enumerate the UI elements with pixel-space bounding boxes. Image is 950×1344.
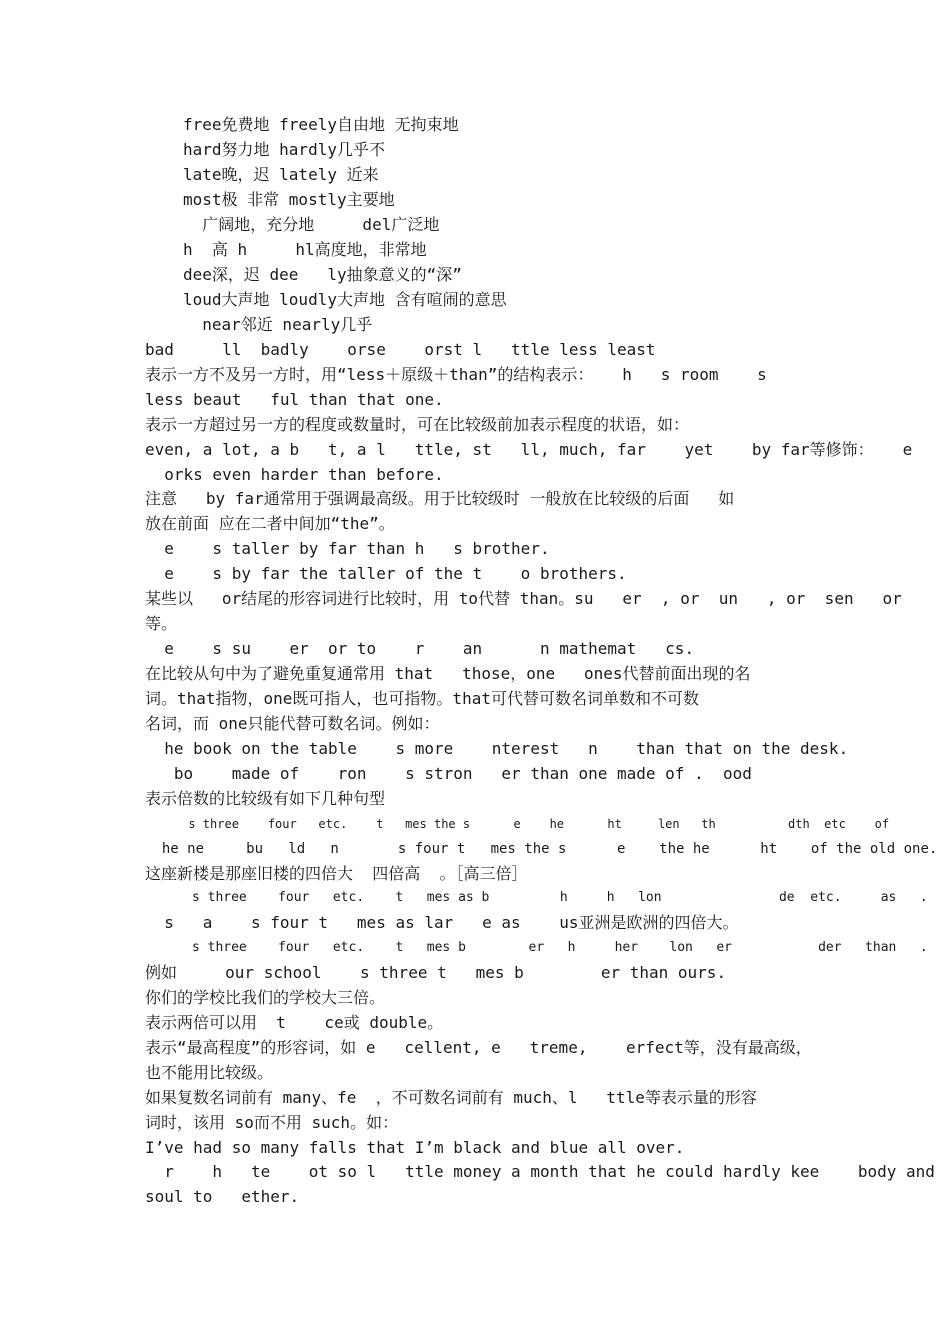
text-line: loud大声地 loudly大声地 含有喧闹的意思	[183, 290, 507, 309]
text-line: late晚，迟 lately 近来	[183, 165, 379, 184]
text-line: he ne bu ld n s four t mes the s e the he ht of the old one.	[145, 841, 938, 857]
text-line: 注意 by far通常用于强调最高级。用于比较级时 一般放在比较级的后面 如	[145, 489, 735, 508]
text-line: s three four etc. t mes b er h her lon er der than .	[145, 940, 928, 955]
text-line: 名词，而 one只能代替可数名词。例如：	[145, 714, 440, 733]
text-line: s three four etc. t mes as b h h lon de etc. as .	[145, 890, 928, 905]
text-line: s a s four t mes as lar e as us亚洲是欧洲的四倍大。	[145, 913, 739, 932]
text-line: 放在前面 应在二者中间加“the”。	[145, 514, 395, 533]
text-line: bad ll badly orse orst l ttle less least	[145, 340, 656, 359]
text-line: bo made of ron s stron er than one made of . ood	[145, 764, 752, 783]
text-line: 表示一方超过另一方的程度或数量时，可在比较级前加表示程度的状语，如：	[145, 415, 690, 434]
text-line: 等。	[145, 614, 178, 633]
text-line: 词时，该用 so而不用 such。如：	[145, 1113, 399, 1132]
text-line: he book on the table s more nterest n than that on the desk.	[145, 739, 849, 758]
text-line: 表示“最高程度”的形容词，如 e cellent, e treme, erfect等，没有最高级，	[145, 1038, 812, 1057]
text-line: 如果复数名词前有 many、fe ，不可数名词前有 much、l ttle等表示量的形容	[145, 1088, 757, 1107]
text-line: 你们的学校比我们的学校大三倍。	[145, 988, 386, 1007]
text-line: 词。that指物，one既可指人，也可指物。that可代替可数名词单数和不可数	[145, 689, 699, 708]
text-line: e s su er or to r an n mathemat cs.	[145, 639, 695, 658]
text-line: 也不能用比较级。	[145, 1063, 274, 1082]
text-line: 在比较从句中为了避免重复通常用 that those，one ones代替前面出现的名	[145, 664, 751, 683]
text-line: s three four etc. t mes the s e he ht len th dth etc of	[145, 817, 890, 831]
text-line: e s by far the taller of the t o brothers.	[145, 564, 627, 583]
text-line: even, a lot, a b t, a l ttle, st ll, much, far yet by far等修饰： e	[145, 440, 913, 459]
text-line: orks even harder than before.	[145, 465, 444, 484]
text-line: hard努力地 hardly几乎不	[183, 140, 385, 159]
text-line: r h te ot so l ttle money a month that he could hardly kee body and	[145, 1162, 935, 1181]
text-line: free免费地 freely自由地 无拘束地	[183, 115, 459, 134]
text-line: 例如 our school s three t mes b er than ours.	[145, 963, 727, 982]
text-line: near邻近 nearly几乎	[183, 315, 373, 334]
text-line: I’ve had so many falls that I’m black and blue all over.	[145, 1138, 685, 1157]
text-line: 这座新楼是那座旧楼的四倍大 四倍高 。［高三倍］	[145, 864, 528, 883]
text-line: 表示一方不及另一方时，用“less＋原级＋than”的结构表示： h s room s	[145, 365, 767, 384]
text-line: soul to ether.	[145, 1187, 300, 1206]
text-line: 某些以 or结尾的形容词进行比较时，用 to代替 than。su er , or un , or sen or	[145, 589, 902, 608]
text-line: e s taller by far than h s brother.	[145, 539, 550, 558]
text-line: less beaut ful than that one.	[145, 390, 444, 409]
text-line: 表示倍数的比较级有如下几种句型	[145, 789, 386, 808]
text-line: h 高 h hl高度地，非常地	[183, 240, 427, 259]
text-line: 表示两倍可以用 t ce或 double。	[145, 1013, 444, 1032]
text-line: 广阔地，充分地 del广泛地	[183, 215, 440, 234]
text-line: most极 非常 mostly主要地	[183, 190, 395, 209]
text-line: dee深，迟 dee ly抽象意义的“深”	[183, 265, 462, 284]
